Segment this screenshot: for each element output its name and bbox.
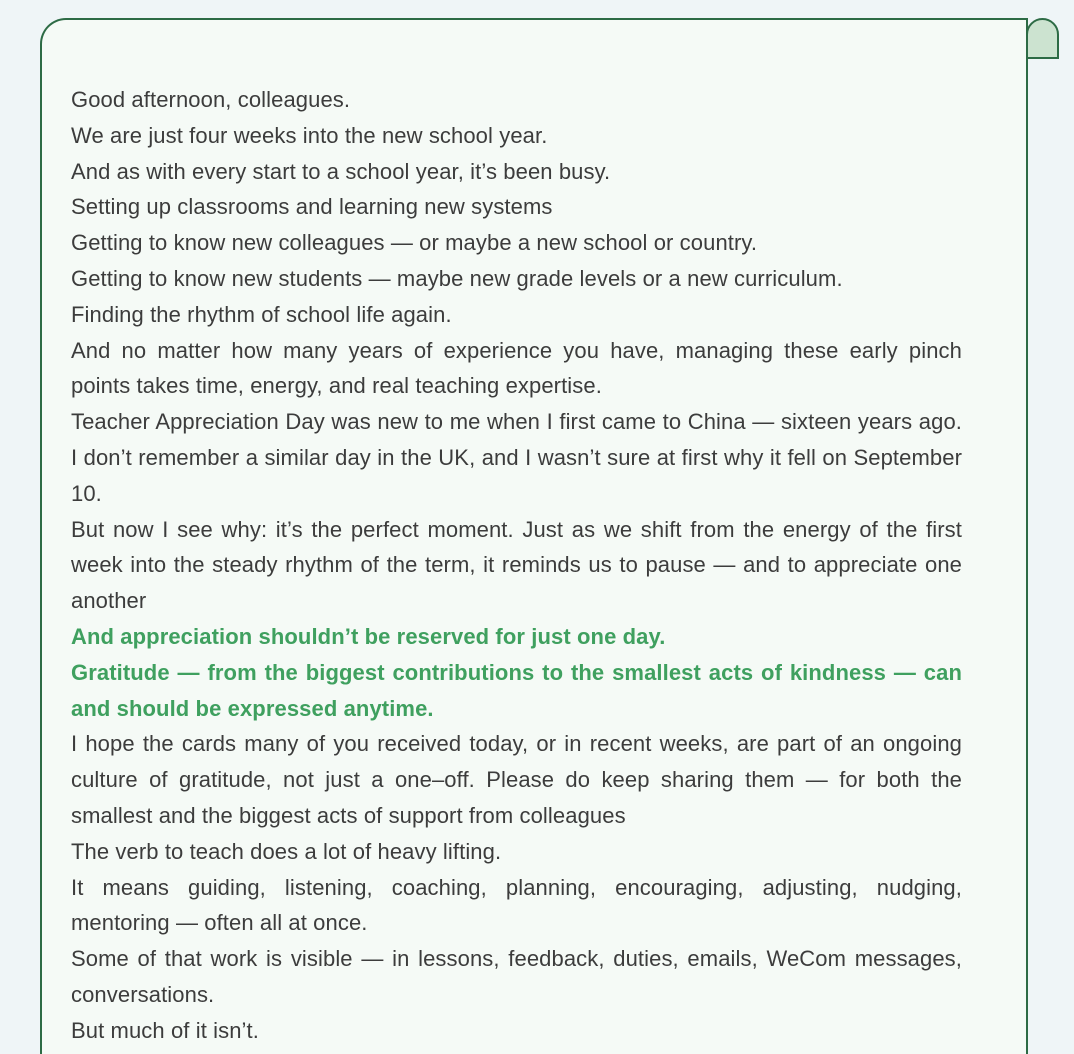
p-setting-up: Setting up classrooms and learning new systems bbox=[71, 194, 553, 220]
p-not-one-day: And appreciation shouldn’t be reserved for just one day. bbox=[71, 623, 666, 649]
p-been-busy: And as with every start to a school year, it’s been busy. bbox=[71, 158, 611, 184]
speech-card bbox=[40, 18, 1028, 1054]
speech-text-body bbox=[71, 82, 962, 1049]
p-perfect-moment: But now I see why: it’s the perfect moment. Just as we shift from the energy of the first week into the steady rhythm of the term, it reminds us to pause — and to appreciate one another bbox=[71, 516, 962, 614]
p-it-means: It means guiding, listening, coaching, planning, encouraging, adjusting, nudging, mentoring — often all at once. bbox=[71, 874, 962, 936]
bookmark-tab-icon[interactable] bbox=[1026, 18, 1059, 59]
p-greeting: Good afternoon, colleagues. bbox=[71, 87, 351, 112]
p-appreciation-day: Teacher Appreciation Day was new to me when I first came to China — sixteen years ago. I don’t remember a similar day in the UK, and I wasn’t sure at first why it fell on September 10. bbox=[71, 409, 962, 506]
p-new-students: Getting to know new students — maybe new grade levels or a new curriculum. bbox=[71, 265, 843, 291]
p-pinch-points: And no matter how many years of experience you have, managing these early pinch points takes time, energy, and real teaching expertise. bbox=[71, 337, 962, 399]
p-gratitude-anytime: Gratitude — from the biggest contributions to the smallest acts of kindness — can and should be expressed anytime. bbox=[71, 659, 962, 721]
p-visible-work: Some of that work is visible — in lessons, feedback, duties, emails, WeCom messages, conversations. bbox=[71, 946, 962, 1007]
p-much-isnt: But much of it isn’t. bbox=[71, 1017, 259, 1043]
p-cards: I hope the cards many of you received today, or in recent weeks, are part of an ongoing culture of gratitude, not just a one–off. Please do keep sharing them — for both the smallest and the biggest acts of support from colleagues bbox=[71, 731, 962, 828]
p-rhythm: Finding the rhythm of school life again. bbox=[71, 301, 452, 327]
p-new-colleagues: Getting to know new colleagues — or maybe a new school or country. bbox=[71, 230, 758, 256]
p-heavy-lifting: The verb to teach does a lot of heavy lifting. bbox=[71, 838, 502, 864]
p-four-weeks: We are just four weeks into the new school year. bbox=[71, 122, 548, 148]
